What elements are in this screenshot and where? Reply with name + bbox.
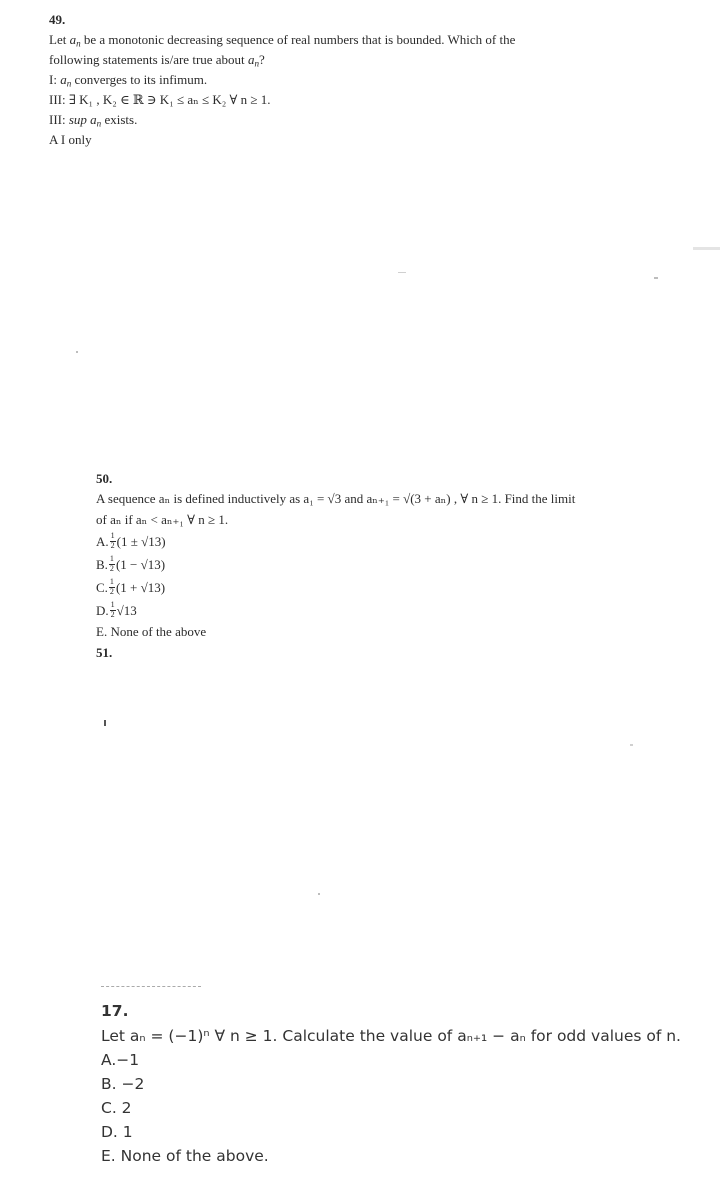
one-half-fraction: $\frac{1}{2}$ [109,554,114,573]
scan-artifact [630,744,633,746]
option-c: C. $\frac{1}{2}$ (1 + √13) [96,577,166,596]
scan-artifact [654,277,658,279]
option-e: E. None of the above. [101,1147,269,1166]
option-b: B. $\frac{1}{2}$ (1 − √13) [96,554,166,573]
question-stem-line-2: of aₙ if aₙ < aₙ₊₁ ∀ n ≥ 1. [96,511,229,527]
question-stem-line-1: A sequence aₙ is defined inductively as a₁ = √3 and aₙ₊₁ = √(3 + aₙ) , ∀ n ≥ 1. Find the limit [96,491,576,507]
one-half-fraction: $\frac{1}{2}$ [110,600,115,619]
question-stem: Let aₙ = (−1)ⁿ ∀ n ≥ 1. Calculate the value of aₙ₊₁ − aₙ for odd values of n. [101,1026,681,1045]
statement-1: I: $a_n$ converges to its infimum. [49,71,208,88]
question-number: 50. [96,470,113,486]
option-c: C. 2 [101,1099,132,1118]
divider [101,986,201,987]
option-d: D. $\frac{1}{2}$ √13 [96,600,137,619]
option-a: A. $\frac{1}{2}$ (1 ± √13) [96,531,166,550]
scan-artifact [398,272,406,273]
scan-artifact [104,720,106,726]
question-stem-line-2: following statements is/are true about $a_n$ ? [49,51,265,68]
one-half-fraction: $\frac{1}{2}$ [109,577,114,596]
question-number: 17. [101,1002,129,1021]
scan-artifact [693,247,720,250]
one-half-fraction: $\frac{1}{2}$ [110,531,115,550]
question-49 [49,9,515,149]
statement-2: III: ∃ K₁ , K₂ ∈ ℝ ∋ K₁ ≤ aₙ ≤ K₂ ∀ n ≥ 1. [49,91,271,107]
question-17 [101,1000,681,1169]
option-b: B. −2 [101,1074,145,1093]
answer-line: A I only [49,131,92,147]
next-question-number: 51. [96,644,113,660]
statement-3: III: sup $a_n$ exists. [49,111,138,128]
question-number: 49. [49,11,66,27]
option-e: E. None of the above [96,624,207,640]
question-50 [96,468,575,663]
scan-artifact [318,893,320,895]
scan-artifact [76,351,78,353]
option-d: D. 1 [101,1123,133,1142]
option-a: A.−1 [101,1050,140,1069]
question-stem-line-1: Let $a_n$ be a monotonic decreasing sequence of real numbers that is bounded. Which of the [49,31,516,48]
